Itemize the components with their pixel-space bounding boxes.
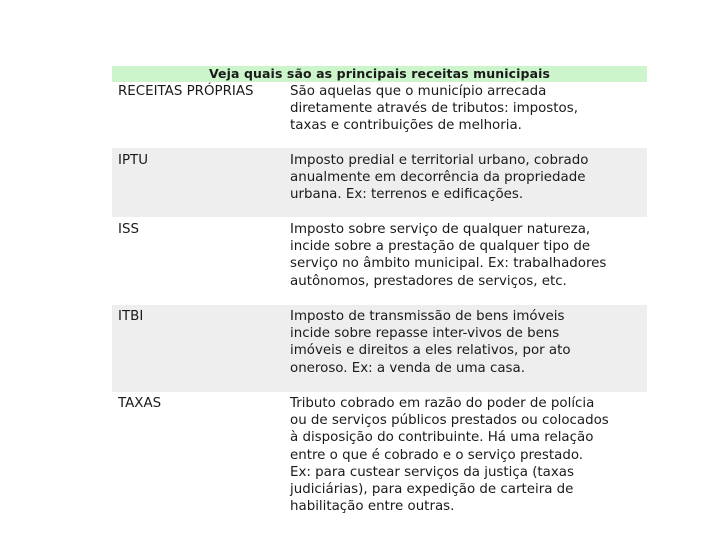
- row-description: Imposto sobre serviço de qualquer natureza, incide sobre a prestação de qualquer tipo de serviço no âmbito municipal. Ex: trabalhadores autônomos, prestadores de serviços, etc.: [290, 222, 607, 289]
- row-term: TAXAS: [118, 396, 162, 411]
- table-row-iss: [112, 217, 647, 305]
- table-title: Veja quais são as principais receitas municipais: [112, 66, 647, 82]
- table-row-itbi: [112, 305, 647, 392]
- table-row-receitas-proprias: [112, 82, 647, 148]
- row-description: São aquelas que o município arrecada diretamente através de tributos: impostos, taxas e contribuições de melhoria.: [290, 84, 578, 134]
- row-term: ITBI: [118, 309, 144, 324]
- row-description: Imposto de transmissão de bens imóveis incide sobre repasse inter-vivos de bens imóveis e direitos a eles relativos, por ato oneroso. Ex: a venda de uma casa.: [290, 309, 571, 376]
- table-row-taxas: [112, 392, 647, 522]
- revenue-table: [112, 66, 647, 522]
- row-term: ISS: [118, 222, 139, 237]
- row-description: Tributo cobrado em razão do poder de polícia ou de serviços públicos prestados ou colocados à disposição do contribuinte. Há uma relação entre o que é cobrado e o serviço prestado. Ex: para custear serviços da justiça (taxas judiciárias), para expedição de carteira de habilitação entre outras.: [290, 396, 609, 515]
- table-row-iptu: [112, 148, 647, 217]
- row-description: Imposto predial e territorial urbano, cobrado anualmente em decorrência da propriedade urbana. Ex: terrenos e edificações.: [290, 153, 589, 203]
- row-term: RECEITAS PRÓPRIAS: [118, 84, 254, 99]
- row-term: IPTU: [118, 153, 149, 168]
